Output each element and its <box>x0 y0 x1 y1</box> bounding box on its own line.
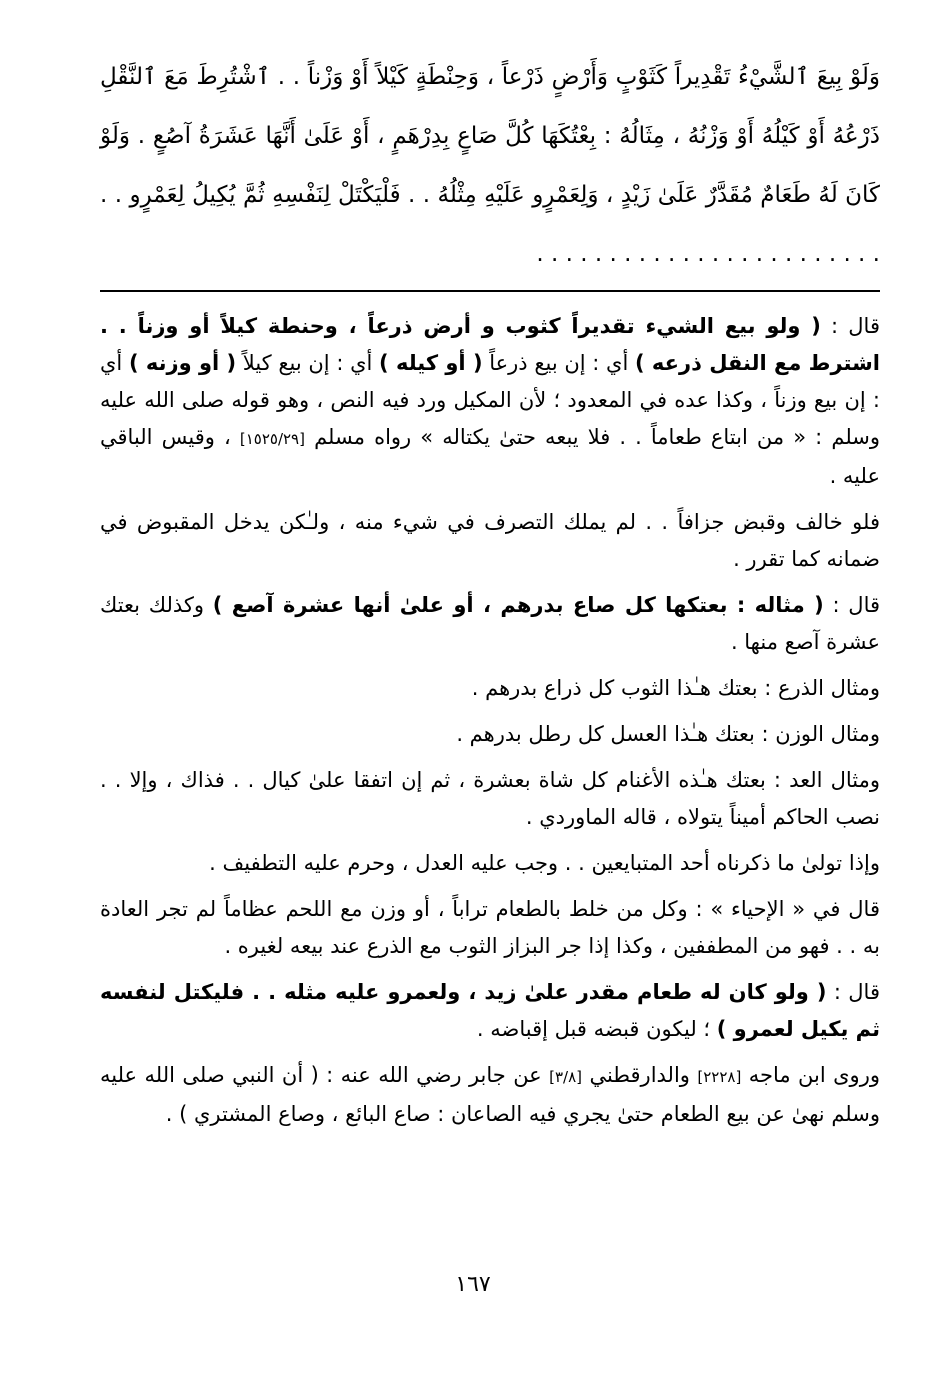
matn-text: وَلَوْ بِيعَ ٱلشَّيْءُ تَقْدِيراً كَثَوْبٍ وَأَرْضٍ ذَرْعاً ، وَحِنْطَةٍ كَيْلاً أَوْ وَزْناً . . ٱشْتُرِطَ مَعَ ٱلنَّقْلِ ذَرْعُهُ أَوْ كَيْلُهُ أَوْ وَزْنُهُ ، مِثَالُهُ : بِعْتُكَهَا كُلَّ صَاعٍ بِدِرْهَمٍ ، أَوْ عَلَىٰ أَنَّهَا عَشَرَةُ آصُعٍ . وَلَوْ كَانَ لَهُ طَعَامٌ مُقَدَّرٌ عَلَىٰ زَيْدٍ ، وَلِعَمْرٍو عَلَيْهِ مِثْلُهُ . . فَلْيَكْتَلْ لِنَفْسِهِ ثُمَّ يُكِيلُ لِعَمْرٍو . . . . . . . . . . . . . . . . . . . . . . . . . . <box>100 64 880 267</box>
text-segment: ، وقيس الباقي عليه . <box>100 425 880 488</box>
commentary-paragraph-7: وإذا تولىٰ ما ذكرناه أحد المتبايعين . . وجب عليه العدل ، وحرم عليه التطفيف . <box>209 851 880 875</box>
quoted-matn: ( مثاله : بعتكها كل صاع بدرهم ، أو علىٰ أنها عشرة آصع ) <box>212 593 824 617</box>
text-segment: وروى ابن ماجه <box>741 1063 880 1087</box>
commentary-paragraph-4: ومثال الذرع : بعتك هـٰذا الثوب كل ذراع بدرهم . <box>471 676 880 700</box>
commentary-paragraph-2: فلو خالف وقبض جزافاً . . لم يملك التصرف في شيء منه ، ولـٰكن يدخل المقبوض في ضمانه كما تقرر . <box>100 510 880 571</box>
hadith-reference: [١٥٢٥/٢٩] <box>239 430 305 448</box>
text-segment: أي : إن بيع ذرعاً <box>482 351 636 375</box>
text-segment: قال : <box>823 593 881 617</box>
separator-rule <box>100 290 880 292</box>
text-segment: أي : إن بيع وزناً ، وكذا عده في المعدود ؛ لأن المكيل ورد فيه النص ، وهو قوله صلى الله عليه وسلم : « من ابتاع طعاماً . . فلا يبعه حتىٰ يكتاله » رواه مسلم <box>100 351 881 449</box>
quoted-matn: ( أو وزنه ) <box>128 351 237 375</box>
text-segment: ؛ ليكون قبضه قبل إقباضه . <box>476 1017 717 1041</box>
text-segment: والدارقطني <box>582 1063 698 1087</box>
commentary-paragraph-6: ومثال العد : بعتك هـٰذه الأغنام كل شاة بعشرة ، ثم إن اتفقا علىٰ كيال . . فذاك ، وإلا . . نصب الحاكم أميناً يتولاه ، قاله الماوردي . <box>100 768 880 829</box>
text-segment: عن جابر رضي الله عنه : ( أن النبي صلى الله عليه وسلم نهىٰ عن بيع الطعام حتىٰ يجري فيه الصاعان : صاع البائع ، وصاع المشتري ) . <box>100 1063 880 1126</box>
commentary-paragraph-10 <box>100 1057 880 1133</box>
commentary-paragraph-3 <box>100 587 880 661</box>
text-segment: قال : <box>820 314 880 338</box>
commentary-paragraph-1 <box>100 308 880 495</box>
commentary-paragraph-5: ومثال الوزن : بعتك هـٰذا العسل كل رطل بدرهم . <box>456 722 880 746</box>
hadith-reference: [٢٢٢٨] <box>697 1068 742 1086</box>
hadith-reference: [٣/٨] <box>549 1068 583 1086</box>
page-content <box>100 48 880 1142</box>
quoted-matn: ( ولو بيع الشيء تقديراً كثوب و أرض ذرعاً ، وحنطة كيلاً أو وزناً . . اشترط مع النقل ذرعه ) <box>100 314 880 375</box>
quoted-matn: ( أو كيله ) <box>379 351 483 375</box>
text-segment: قال : <box>826 980 880 1004</box>
commentary-paragraph-8: قال في « الإحياء » : وكل من خلط بالطعام تراباً ، أو وزن مع اللحم عظاماً لم تجر العادة به . . فهو من المطففين ، وكذا إذا جر البزاز الثوب مع الذرع عند بيعه لغيره . <box>100 897 880 958</box>
page-number: ١٦٧ <box>455 1272 491 1297</box>
text-segment: أي : إن بيع كيلاً <box>236 351 380 375</box>
quoted-matn: ( ولو كان له طعام مقدر علىٰ زيد ، ولعمرو عليه مثله . . فليكتل لنفسه ثم يكيل لعمرو ) <box>100 980 880 1041</box>
text-segment: وكذلك بعتك عشرة آصع منها . <box>100 593 880 654</box>
commentary-paragraph-9 <box>100 974 880 1048</box>
